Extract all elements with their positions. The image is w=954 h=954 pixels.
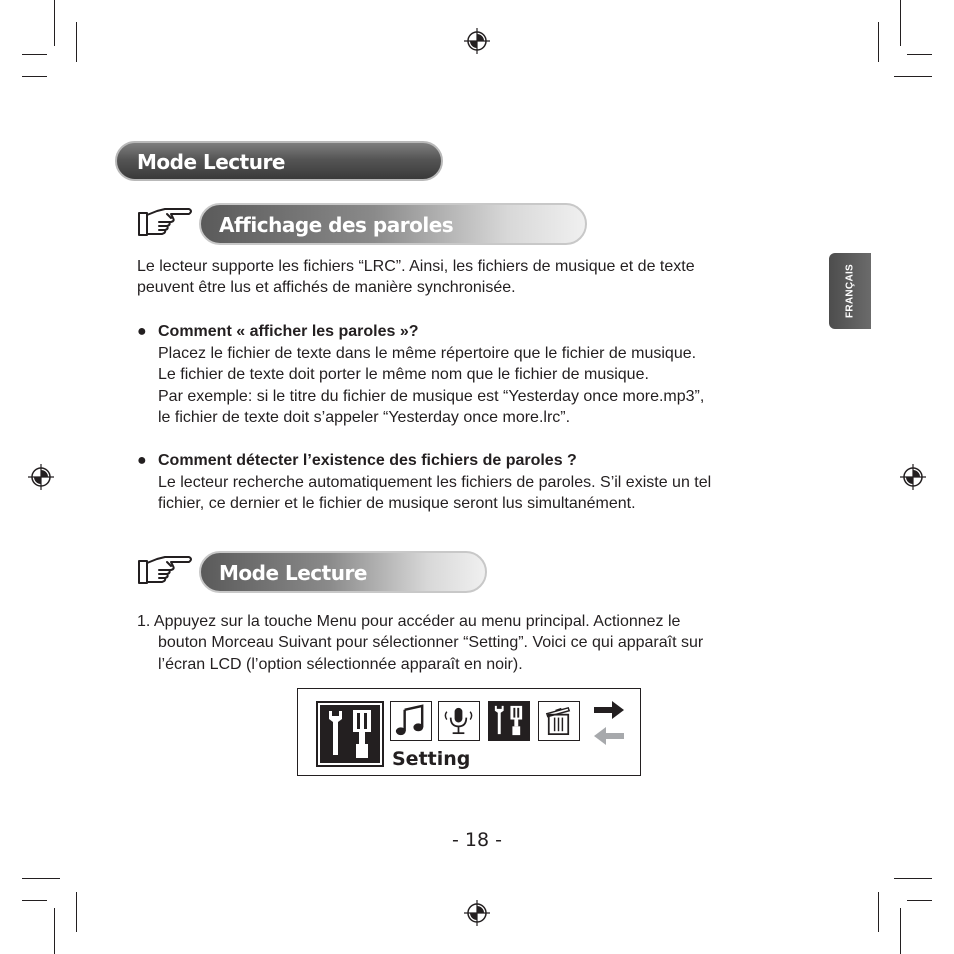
section-banner-play-mode (199, 551, 487, 593)
crop-mark (22, 54, 47, 55)
intro-line-1: Le lecteur supporte les fichiers “LRC”. Ainsi, les fichiers de musique et de texte (137, 258, 695, 275)
music-icon-frame (390, 701, 432, 741)
section-title-lyrics: Affichage des paroles (219, 213, 454, 237)
section-banner-lyrics (199, 203, 587, 245)
setting-tools-icon (320, 705, 380, 763)
bullet-title-2: Comment détecter l’existence des fichiers de paroles ? (158, 452, 577, 469)
pointing-hand-icon (137, 553, 195, 589)
bullet2-line-1: Le lecteur recherche automatiquement les fichiers de paroles. S’il existe un tel (158, 474, 712, 491)
crop-mark (907, 54, 932, 55)
crop-mark (894, 76, 932, 77)
microphone-icon (439, 702, 478, 739)
crop-mark (54, 908, 55, 954)
registration-mark-icon (27, 463, 55, 491)
trash-bin-icon (539, 702, 578, 739)
crop-mark (54, 0, 55, 46)
pointing-hand-icon (137, 205, 195, 241)
crop-mark (22, 76, 47, 77)
crop-mark (76, 892, 77, 932)
crop-mark (878, 22, 879, 62)
lcd-screen (297, 688, 641, 776)
crop-mark (76, 22, 77, 62)
crop-mark (894, 878, 932, 879)
language-label: FRANÇAIS (844, 263, 856, 319)
crop-mark (22, 878, 60, 879)
page-number: - 18 - (452, 829, 502, 851)
bullet-icon: ● (137, 452, 147, 469)
registration-mark-icon (899, 463, 927, 491)
selected-setting-icon-frame (316, 701, 384, 767)
bullet1-line-4: le fichier de texte doit s’appeler “Yesterday once more.lrc”. (158, 409, 571, 426)
bullet-title-1: Comment « afficher les paroles »? (158, 323, 419, 340)
bullet-icon: ● (137, 323, 147, 340)
music-note-icon (391, 702, 430, 739)
crop-mark (900, 908, 901, 954)
main-title: Mode Lecture (137, 150, 285, 174)
registration-mark-icon (463, 899, 491, 927)
bullet1-line-2: Le fichier de texte doit porter le même nom que le fichier de musique. (158, 366, 649, 383)
step1-line-1: 1. Appuyez sur la touche Menu pour accéder au menu principal. Actionnez le (137, 613, 681, 630)
crop-mark (900, 0, 901, 46)
delete-icon-frame (538, 701, 580, 741)
crop-mark (22, 900, 47, 901)
step1-line-3: l’écran LCD (l’option sélectionnée apparaît en noir). (158, 656, 523, 673)
voice-icon-frame (438, 701, 480, 741)
bullet1-line-1: Placez le fichier de texte dans le même répertoire que le fichier de musique. (158, 345, 697, 362)
bullet1-line-3: Par exemple: si le titre du fichier de musique est “Yesterday once more.mp3”, (158, 388, 705, 405)
registration-mark-icon (463, 27, 491, 55)
crop-mark (907, 900, 932, 901)
intro-line-2: peuvent être lus et affichés de manière synchronisée. (137, 279, 516, 296)
crop-mark (878, 892, 879, 932)
setting-icon-frame (488, 701, 530, 741)
step1-line-2: bouton Morceau Suivant pour sélectionner “Setting”. Voici ce qui apparaît sur (158, 634, 704, 651)
bullet2-line-2: fichier, ce dernier et le fichier de musique seront lus simultanément. (158, 495, 636, 512)
section-title-play-mode: Mode Lecture (219, 561, 367, 585)
arrow-left-icon (592, 725, 626, 747)
setting-tools-icon (489, 702, 528, 739)
lcd-setting-label: Setting (392, 748, 471, 770)
main-title-banner (115, 141, 443, 181)
arrow-right-icon (592, 699, 626, 721)
language-side-tab (829, 253, 871, 329)
